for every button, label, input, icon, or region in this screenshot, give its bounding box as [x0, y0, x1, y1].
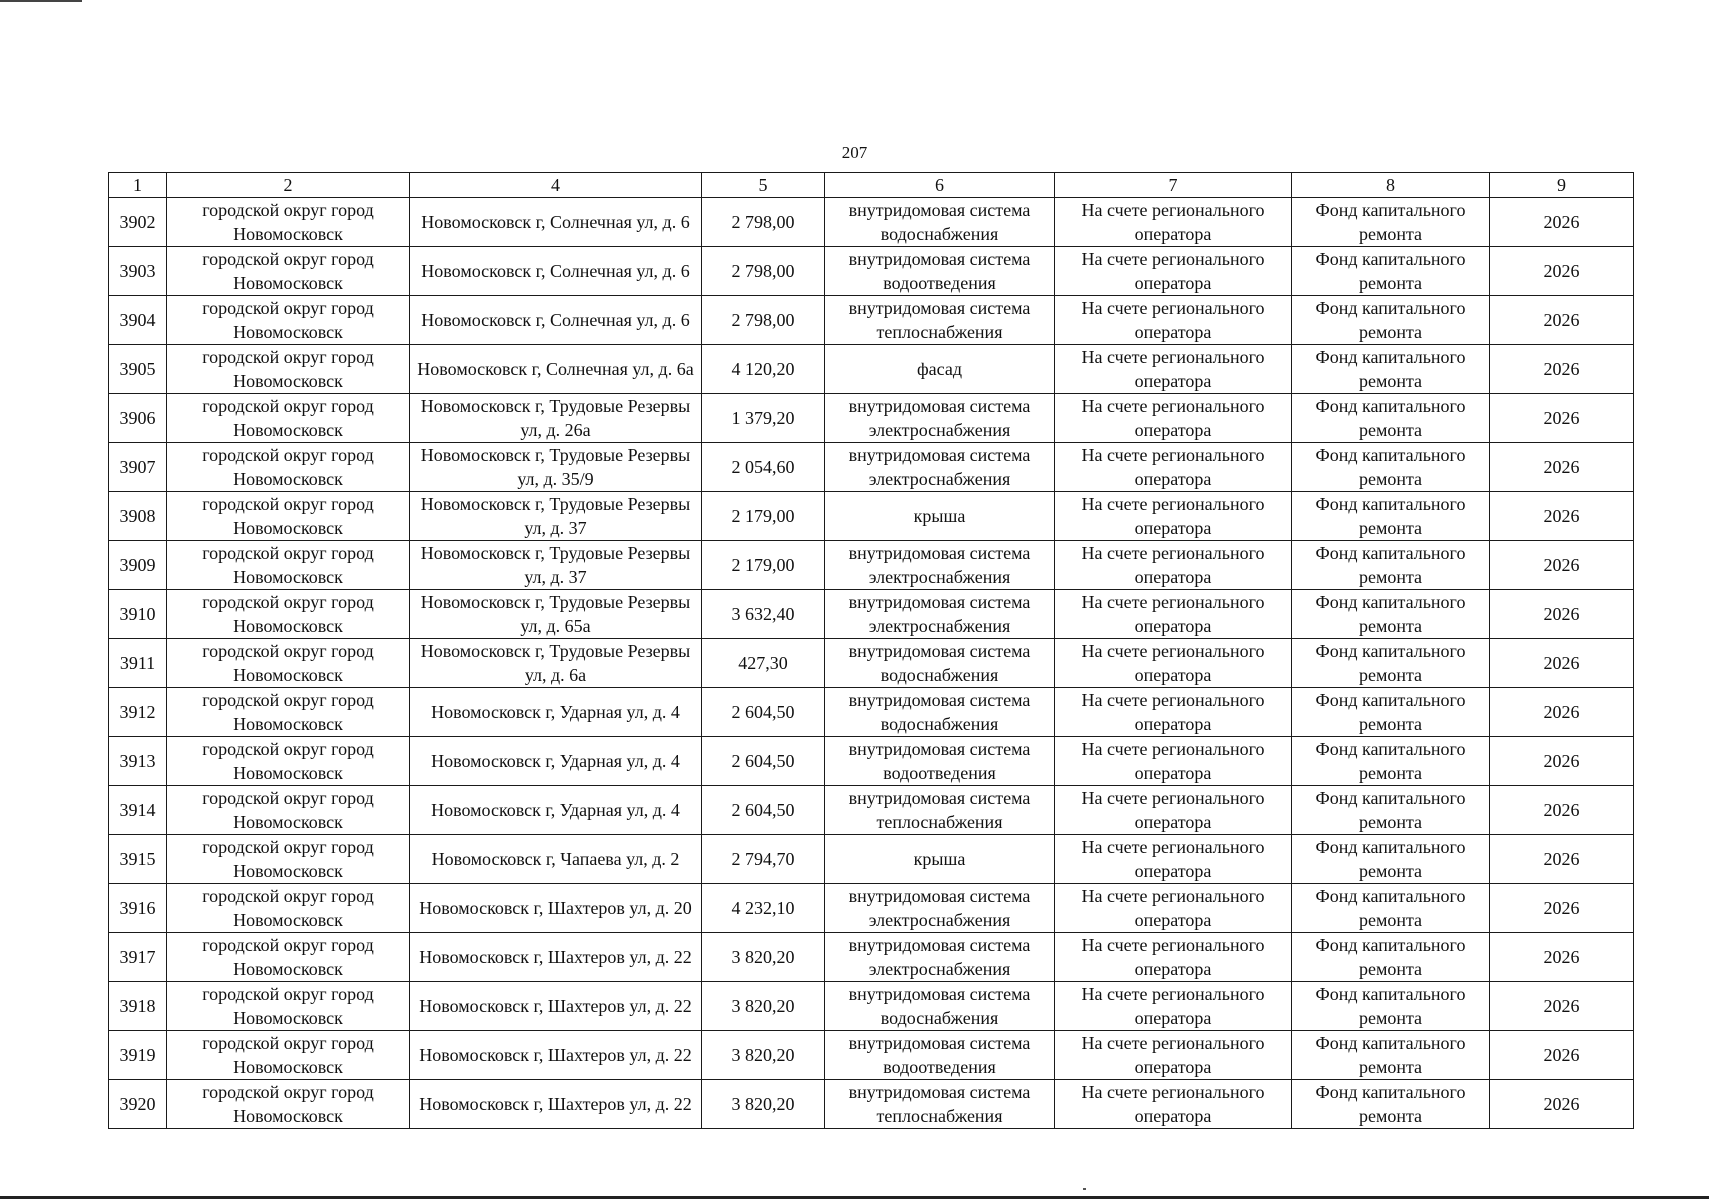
funding-source-cell: Фонд капитального ремонта — [1292, 247, 1490, 296]
row-number-cell: 3907 — [109, 443, 167, 492]
column-header-5: 5 — [702, 173, 825, 198]
area-cell: 3 820,20 — [702, 1031, 825, 1080]
area-cell: 3 820,20 — [702, 933, 825, 982]
account-cell: На счете регионального оператора — [1055, 247, 1292, 296]
address-cell: Новомосковск г, Трудовые Резервы ул, д. 37 — [410, 541, 702, 590]
funding-source-cell: Фонд капитального ремонта — [1292, 884, 1490, 933]
district-cell: городской округ город Новомосковск — [167, 492, 410, 541]
work-type-cell: внутридомовая система электроснабжения — [825, 590, 1055, 639]
area-cell: 3 632,40 — [702, 590, 825, 639]
year-cell: 2026 — [1490, 198, 1634, 247]
district-cell: городской округ город Новомосковск — [167, 541, 410, 590]
table-row — [109, 1080, 1634, 1129]
area-cell: 2 798,00 — [702, 296, 825, 345]
district-cell: городской округ город Новомосковск — [167, 982, 410, 1031]
address-cell: Новомосковск г, Ударная ул, д. 4 — [410, 688, 702, 737]
area-cell: 2 798,00 — [702, 198, 825, 247]
funding-source-cell: Фонд капитального ремонта — [1292, 933, 1490, 982]
district-cell: городской округ город Новомосковск — [167, 835, 410, 884]
district-cell: городской округ город Новомосковск — [167, 443, 410, 492]
area-cell: 2 604,50 — [702, 688, 825, 737]
table-row — [109, 492, 1634, 541]
area-cell: 1 379,20 — [702, 394, 825, 443]
funding-source-cell: Фонд капитального ремонта — [1292, 639, 1490, 688]
table-body — [109, 198, 1634, 1129]
year-cell: 2026 — [1490, 688, 1634, 737]
year-cell: 2026 — [1490, 443, 1634, 492]
work-type-cell: крыша — [825, 835, 1055, 884]
funding-source-cell: Фонд капитального ремонта — [1292, 296, 1490, 345]
area-cell: 2 794,70 — [702, 835, 825, 884]
district-cell: городской округ город Новомосковск — [167, 737, 410, 786]
year-cell: 2026 — [1490, 884, 1634, 933]
scan-speck — [1083, 1188, 1086, 1190]
district-cell: городской округ город Новомосковск — [167, 1080, 410, 1129]
row-number-cell: 3910 — [109, 590, 167, 639]
funding-source-cell: Фонд капитального ремонта — [1292, 345, 1490, 394]
row-number-cell: 3902 — [109, 198, 167, 247]
year-cell: 2026 — [1490, 933, 1634, 982]
row-number-cell: 3916 — [109, 884, 167, 933]
area-cell: 2 054,60 — [702, 443, 825, 492]
year-cell: 2026 — [1490, 982, 1634, 1031]
table-row — [109, 590, 1634, 639]
row-number-cell: 3903 — [109, 247, 167, 296]
funding-source-cell: Фонд капитального ремонта — [1292, 492, 1490, 541]
area-cell: 4 120,20 — [702, 345, 825, 394]
area-cell: 2 798,00 — [702, 247, 825, 296]
table-row — [109, 982, 1634, 1031]
table-row — [109, 198, 1634, 247]
address-cell: Новомосковск г, Солнечная ул, д. 6а — [410, 345, 702, 394]
account-cell: На счете регионального оператора — [1055, 198, 1292, 247]
area-cell: 2 604,50 — [702, 786, 825, 835]
address-cell: Новомосковск г, Трудовые Резервы ул, д. 65а — [410, 590, 702, 639]
funding-source-cell: Фонд капитального ремонта — [1292, 590, 1490, 639]
page-number: 207 — [841, 143, 868, 162]
account-cell: На счете регионального оператора — [1055, 688, 1292, 737]
address-cell: Новомосковск г, Солнечная ул, д. 6 — [410, 247, 702, 296]
year-cell: 2026 — [1490, 492, 1634, 541]
table-row — [109, 345, 1634, 394]
funding-source-cell: Фонд капитального ремонта — [1292, 443, 1490, 492]
row-number-cell: 3919 — [109, 1031, 167, 1080]
year-cell: 2026 — [1490, 737, 1634, 786]
row-number-cell: 3915 — [109, 835, 167, 884]
year-cell: 2026 — [1490, 541, 1634, 590]
address-cell: Новомосковск г, Трудовые Резервы ул, д. 35/9 — [410, 443, 702, 492]
work-type-cell: внутридомовая система водоснабжения — [825, 982, 1055, 1031]
row-number-cell: 3920 — [109, 1080, 167, 1129]
district-cell: городской округ город Новомосковск — [167, 933, 410, 982]
column-header-8: 8 — [1292, 173, 1490, 198]
district-cell: городской округ город Новомосковск — [167, 884, 410, 933]
account-cell: На счете регионального оператора — [1055, 737, 1292, 786]
address-cell: Новомосковск г, Солнечная ул, д. 6 — [410, 198, 702, 247]
address-cell: Новомосковск г, Ударная ул, д. 4 — [410, 737, 702, 786]
account-cell: На счете регионального оператора — [1055, 443, 1292, 492]
top-scan-rule — [0, 0, 82, 2]
area-cell: 2 179,00 — [702, 492, 825, 541]
funding-source-cell: Фонд капитального ремонта — [1292, 786, 1490, 835]
address-cell: Новомосковск г, Шахтеров ул, д. 20 — [410, 884, 702, 933]
account-cell: На счете регионального оператора — [1055, 1031, 1292, 1080]
work-type-cell: внутридомовая система теплоснабжения — [825, 296, 1055, 345]
area-cell: 4 232,10 — [702, 884, 825, 933]
row-number-cell: 3914 — [109, 786, 167, 835]
capital-repair-table — [108, 172, 1634, 1129]
work-type-cell: внутридомовая система водоотведения — [825, 247, 1055, 296]
table-row — [109, 737, 1634, 786]
district-cell: городской округ город Новомосковск — [167, 198, 410, 247]
account-cell: На счете регионального оператора — [1055, 394, 1292, 443]
funding-source-cell: Фонд капитального ремонта — [1292, 688, 1490, 737]
account-cell: На счете регионального оператора — [1055, 835, 1292, 884]
district-cell: городской округ город Новомосковск — [167, 786, 410, 835]
table-row — [109, 639, 1634, 688]
funding-source-cell: Фонд капитального ремонта — [1292, 1080, 1490, 1129]
work-type-cell: внутридомовая система водоотведения — [825, 737, 1055, 786]
row-number-cell: 3912 — [109, 688, 167, 737]
table-row — [109, 884, 1634, 933]
work-type-cell: внутридомовая система электроснабжения — [825, 394, 1055, 443]
column-header-6: 6 — [825, 173, 1055, 198]
account-cell: На счете регионального оператора — [1055, 541, 1292, 590]
account-cell: На счете регионального оператора — [1055, 1080, 1292, 1129]
work-type-cell: внутридомовая система электроснабжения — [825, 933, 1055, 982]
district-cell: городской округ город Новомосковск — [167, 345, 410, 394]
row-number-cell: 3913 — [109, 737, 167, 786]
column-number-row — [109, 173, 1634, 198]
district-cell: городской округ город Новомосковск — [167, 394, 410, 443]
work-type-cell: внутридомовая система электроснабжения — [825, 884, 1055, 933]
work-type-cell: фасад — [825, 345, 1055, 394]
table-row — [109, 541, 1634, 590]
table-row — [109, 688, 1634, 737]
account-cell: На счете регионального оператора — [1055, 492, 1292, 541]
funding-source-cell: Фонд капитального ремонта — [1292, 982, 1490, 1031]
row-number-cell: 3918 — [109, 982, 167, 1031]
account-cell: На счете регионального оператора — [1055, 884, 1292, 933]
year-cell: 2026 — [1490, 835, 1634, 884]
address-cell: Новомосковск г, Шахтеров ул, д. 22 — [410, 1080, 702, 1129]
column-header-1: 1 — [109, 173, 167, 198]
work-type-cell: внутридомовая система электроснабжения — [825, 541, 1055, 590]
funding-source-cell: Фонд капитального ремонта — [1292, 198, 1490, 247]
funding-source-cell: Фонд капитального ремонта — [1292, 737, 1490, 786]
district-cell: городской округ город Новомосковск — [167, 590, 410, 639]
area-cell: 3 820,20 — [702, 1080, 825, 1129]
funding-source-cell: Фонд капитального ремонта — [1292, 541, 1490, 590]
work-type-cell: внутридомовая система водоснабжения — [825, 639, 1055, 688]
table-row — [109, 1031, 1634, 1080]
year-cell: 2026 — [1490, 394, 1634, 443]
work-type-cell: внутридомовая система водоснабжения — [825, 198, 1055, 247]
table-row — [109, 394, 1634, 443]
area-cell: 2 604,50 — [702, 737, 825, 786]
funding-source-cell: Фонд капитального ремонта — [1292, 1031, 1490, 1080]
year-cell: 2026 — [1490, 1031, 1634, 1080]
column-header-4: 4 — [410, 173, 702, 198]
work-type-cell: внутридомовая система водоснабжения — [825, 688, 1055, 737]
work-type-cell: крыша — [825, 492, 1055, 541]
area-cell: 2 179,00 — [702, 541, 825, 590]
year-cell: 2026 — [1490, 639, 1634, 688]
table-row — [109, 933, 1634, 982]
table-row — [109, 296, 1634, 345]
row-number-cell: 3904 — [109, 296, 167, 345]
account-cell: На счете регионального оператора — [1055, 982, 1292, 1031]
table-row — [109, 443, 1634, 492]
district-cell: городской округ город Новомосковск — [167, 1031, 410, 1080]
bottom-scan-rule — [0, 1196, 1709, 1199]
work-type-cell: внутридомовая система теплоснабжения — [825, 1080, 1055, 1129]
year-cell: 2026 — [1490, 247, 1634, 296]
row-number-cell: 3917 — [109, 933, 167, 982]
row-number-cell: 3909 — [109, 541, 167, 590]
area-cell: 427,30 — [702, 639, 825, 688]
row-number-cell: 3908 — [109, 492, 167, 541]
district-cell: городской округ город Новомосковск — [167, 639, 410, 688]
work-type-cell: внутридомовая система водоотведения — [825, 1031, 1055, 1080]
row-number-cell: 3906 — [109, 394, 167, 443]
address-cell: Новомосковск г, Трудовые Резервы ул, д. 26а — [410, 394, 702, 443]
account-cell: На счете регионального оператора — [1055, 345, 1292, 394]
column-header-9: 9 — [1490, 173, 1634, 198]
funding-source-cell: Фонд капитального ремонта — [1292, 835, 1490, 884]
work-type-cell: внутридомовая система теплоснабжения — [825, 786, 1055, 835]
table-row — [109, 786, 1634, 835]
table-row — [109, 247, 1634, 296]
district-cell: городской округ город Новомосковск — [167, 688, 410, 737]
column-header-2: 2 — [167, 173, 410, 198]
account-cell: На счете регионального оператора — [1055, 296, 1292, 345]
year-cell: 2026 — [1490, 1080, 1634, 1129]
table-row — [109, 835, 1634, 884]
address-cell: Новомосковск г, Ударная ул, д. 4 — [410, 786, 702, 835]
account-cell: На счете регионального оператора — [1055, 786, 1292, 835]
area-cell: 3 820,20 — [702, 982, 825, 1031]
district-cell: городской округ город Новомосковск — [167, 296, 410, 345]
year-cell: 2026 — [1490, 590, 1634, 639]
account-cell: На счете регионального оператора — [1055, 590, 1292, 639]
account-cell: На счете регионального оператора — [1055, 639, 1292, 688]
row-number-cell: 3911 — [109, 639, 167, 688]
row-number-cell: 3905 — [109, 345, 167, 394]
address-cell: Новомосковск г, Чапаева ул, д. 2 — [410, 835, 702, 884]
funding-source-cell: Фонд капитального ремонта — [1292, 394, 1490, 443]
year-cell: 2026 — [1490, 786, 1634, 835]
address-cell: Новомосковск г, Трудовые Резервы ул, д. 6а — [410, 639, 702, 688]
year-cell: 2026 — [1490, 296, 1634, 345]
work-type-cell: внутридомовая система электроснабжения — [825, 443, 1055, 492]
year-cell: 2026 — [1490, 345, 1634, 394]
district-cell: городской округ город Новомосковск — [167, 247, 410, 296]
address-cell: Новомосковск г, Трудовые Резервы ул, д. 37 — [410, 492, 702, 541]
account-cell: На счете регионального оператора — [1055, 933, 1292, 982]
address-cell: Новомосковск г, Солнечная ул, д. 6 — [410, 296, 702, 345]
address-cell: Новомосковск г, Шахтеров ул, д. 22 — [410, 982, 702, 1031]
column-header-7: 7 — [1055, 173, 1292, 198]
address-cell: Новомосковск г, Шахтеров ул, д. 22 — [410, 1031, 702, 1080]
address-cell: Новомосковск г, Шахтеров ул, д. 22 — [410, 933, 702, 982]
